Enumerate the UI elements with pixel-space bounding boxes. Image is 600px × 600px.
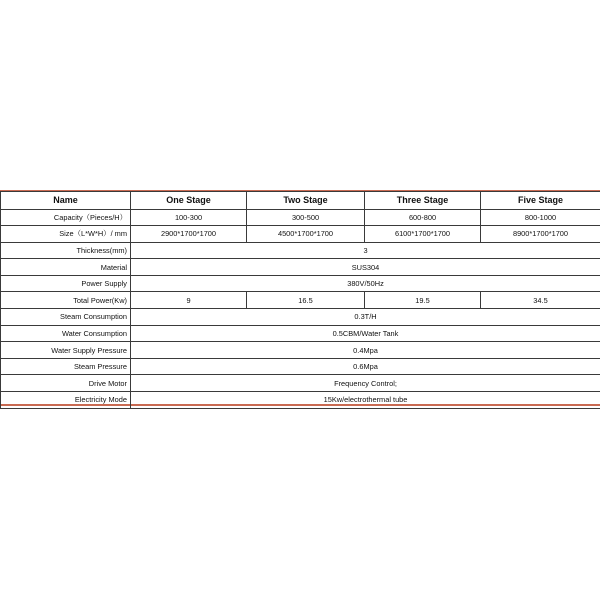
row-label: Water Supply Pressure	[1, 342, 131, 359]
cell: 380V/50Hz	[131, 275, 600, 292]
table-row-electricity-mode	[1, 392, 600, 409]
header-three-stage: Three Stage	[365, 192, 481, 210]
row-label: Capacity（Pieces/H）	[1, 209, 131, 226]
cell: 16.5	[247, 292, 365, 309]
cell: 600-800	[365, 209, 481, 226]
cell: 8900*1700*1700	[481, 226, 600, 243]
row-label: Thickness(mm)	[1, 242, 131, 259]
table-body	[1, 209, 600, 408]
header-five-stage: Five Stage	[481, 192, 600, 210]
cell: SUS304	[131, 259, 600, 276]
cell: 0.6Mpa	[131, 358, 600, 375]
row-label: Steam Consumption	[1, 309, 131, 326]
row-label: Power Supply	[1, 275, 131, 292]
table-row-material	[1, 259, 600, 276]
cell: 800-1000	[481, 209, 600, 226]
cell: 4500*1700*1700	[247, 226, 365, 243]
cell: 15Kw/electrothermal tube	[131, 392, 600, 409]
table-row-power-supply	[1, 275, 600, 292]
cell: 0.5CBM/Water Tank	[131, 325, 600, 342]
cell: 300-500	[247, 209, 365, 226]
cell: 19.5	[365, 292, 481, 309]
header-name: Name	[1, 192, 131, 210]
table-row-water-supply-pressure	[1, 342, 600, 359]
cell: 0.4Mpa	[131, 342, 600, 359]
table-row-steam-consumption	[1, 309, 600, 326]
table-row-water-consumption	[1, 325, 600, 342]
header-one-stage: One Stage	[131, 192, 247, 210]
row-label: Electricity Mode	[1, 392, 131, 409]
table-row-total-power	[1, 292, 600, 309]
row-label: Drive Motor	[1, 375, 131, 392]
cell: 100-300	[131, 209, 247, 226]
table-row-size	[1, 226, 600, 243]
table-row-thickness	[1, 242, 600, 259]
cell: Frequency Control;	[131, 375, 600, 392]
header-two-stage: Two Stage	[247, 192, 365, 210]
table-header-row	[1, 192, 600, 210]
row-label: Water Consumption	[1, 325, 131, 342]
cell: 6100*1700*1700	[365, 226, 481, 243]
cell: 2900*1700*1700	[131, 226, 247, 243]
cell: 3	[131, 242, 600, 259]
cell: 9	[131, 292, 247, 309]
cell: 34.5	[481, 292, 600, 309]
row-label: Material	[1, 259, 131, 276]
row-label: Steam Pressure	[1, 358, 131, 375]
table-row-steam-pressure	[1, 358, 600, 375]
row-label: Total Power(Kw)	[1, 292, 131, 309]
table-row-drive-motor	[1, 375, 600, 392]
table-row-capacity	[1, 209, 600, 226]
cell: 0.3T/H	[131, 309, 600, 326]
row-label: Size（L*W*H）/ mm	[1, 226, 131, 243]
spec-table	[0, 191, 600, 409]
